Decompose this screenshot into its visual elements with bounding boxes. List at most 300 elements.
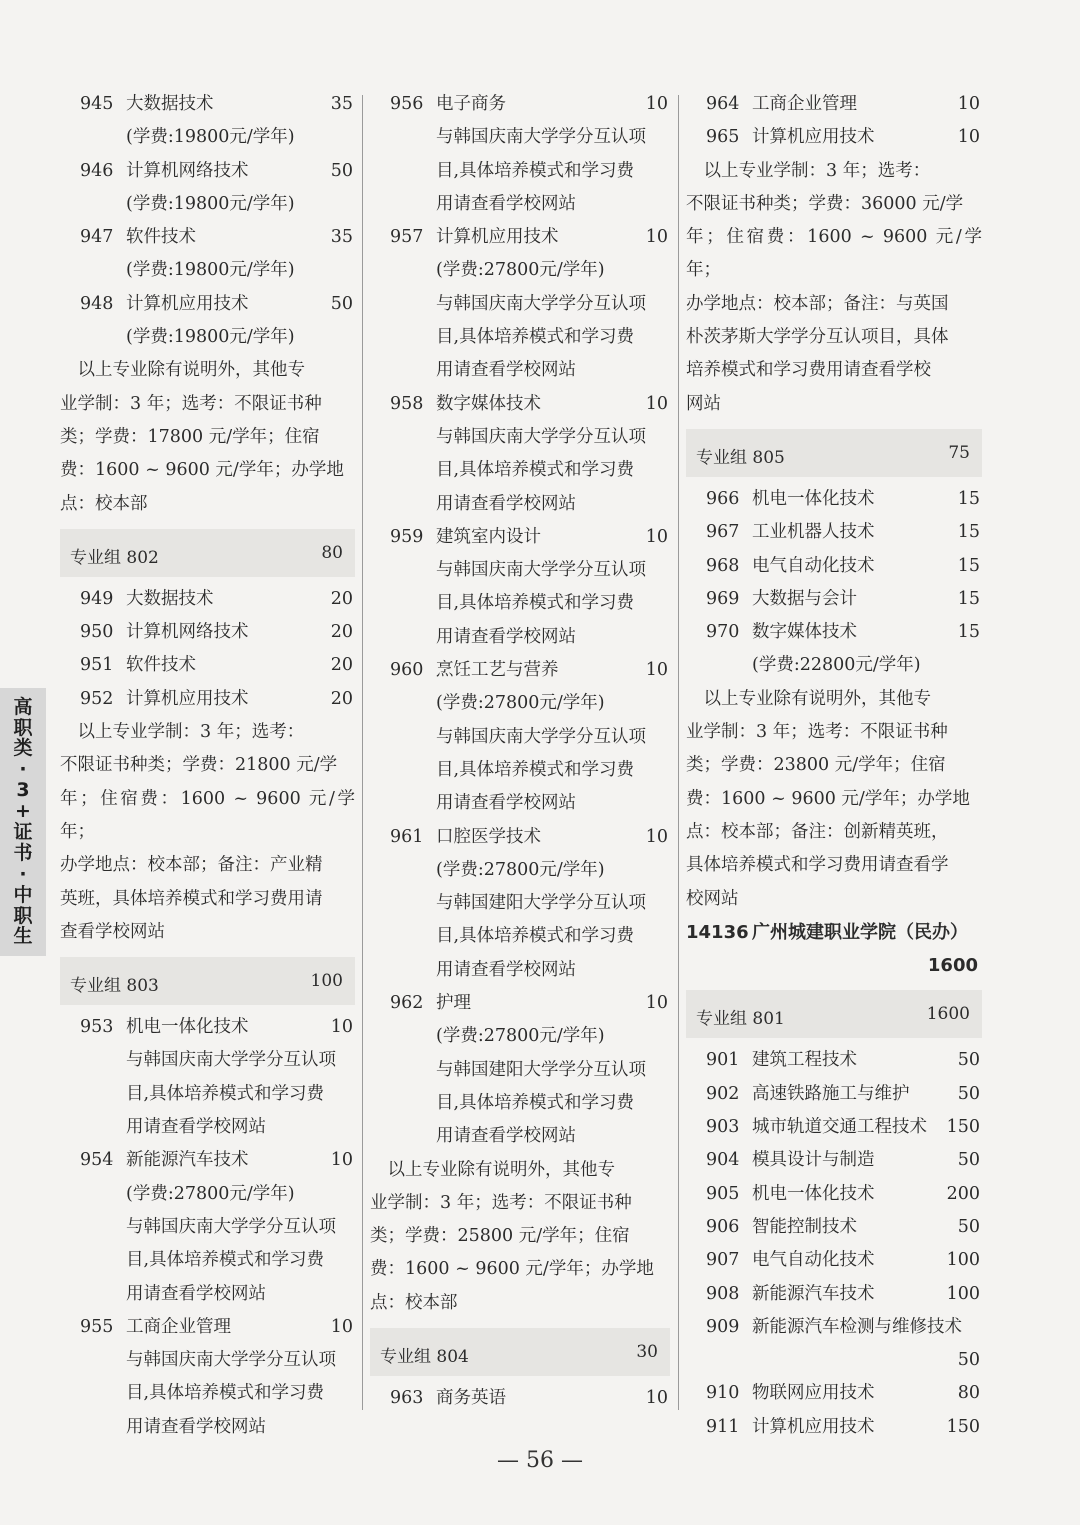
group-quota: 100 xyxy=(310,971,343,992)
major-name: 大数据与会计 xyxy=(752,588,857,609)
major-row xyxy=(370,521,670,554)
major-row xyxy=(686,1211,982,1244)
major-detail-line xyxy=(60,1078,355,1111)
major-quota: 50 xyxy=(957,1050,980,1071)
major-detail-line xyxy=(60,1244,355,1277)
major-detail-line xyxy=(60,1178,355,1211)
note-line: 点：校本部；备注：创新精英班， xyxy=(686,821,949,842)
major-detail: 目,具体培养模式和学习费 xyxy=(436,460,635,481)
major-detail-line xyxy=(370,321,670,354)
note-line: 网站 xyxy=(686,393,721,414)
major-name: 高速铁路施工与维护 xyxy=(752,1083,910,1104)
major-code: 964 xyxy=(706,94,740,114)
major-name: 电气自动化技术 xyxy=(752,555,875,576)
major-name: 城市轨道交通工程技术 xyxy=(752,1117,927,1138)
major-detail-line xyxy=(60,188,355,221)
major-row xyxy=(60,1144,355,1177)
major-quota: 50 xyxy=(957,1083,980,1104)
major-detail-line xyxy=(370,155,670,188)
major-row xyxy=(686,1278,982,1311)
note-line: 以上专业除有说明外，其他专 xyxy=(686,688,931,709)
side-tab-char: 中 xyxy=(13,883,33,906)
group-quota: 80 xyxy=(321,542,343,563)
major-detail xyxy=(686,1350,752,1370)
major-detail-line xyxy=(60,254,355,287)
major-code: 952 xyxy=(80,688,114,709)
major-group-header xyxy=(60,529,355,577)
major-row xyxy=(686,483,982,516)
major-quota: 10 xyxy=(645,826,668,847)
major-detail: 目,具体培养模式和学习费 xyxy=(436,759,635,780)
major-name: 电子商务 xyxy=(436,94,506,114)
major-name: 计算机应用技术 xyxy=(752,127,875,148)
major-code: 962 xyxy=(390,993,424,1014)
major-detail: (学费:27800元/学年) xyxy=(436,859,605,880)
major-row xyxy=(686,1111,982,1144)
major-detail-line xyxy=(370,188,670,221)
major-code: 965 xyxy=(706,127,740,148)
major-detail-line xyxy=(370,721,670,754)
page-number: — 56 — xyxy=(497,1448,583,1473)
major-detail: (学费:19800元/学年) xyxy=(126,127,295,148)
side-tab-char: 证 xyxy=(13,821,33,843)
major-code: 959 xyxy=(390,526,424,547)
major-quota: 10 xyxy=(957,94,980,114)
note-line: 费：1600 ~ 9600 元/学年；办学地 xyxy=(686,788,970,809)
school-header xyxy=(686,916,982,949)
major-name: 商务英语 xyxy=(436,1387,506,1408)
major-quota: 10 xyxy=(645,227,668,248)
major-quota: 20 xyxy=(330,655,353,676)
major-row xyxy=(686,583,982,616)
major-code: 954 xyxy=(80,1150,114,1171)
major-name: 口腔医学技术 xyxy=(436,826,541,847)
note-paragraph xyxy=(686,155,982,421)
major-group-header xyxy=(60,957,355,1005)
school-code: 14136 xyxy=(686,921,749,943)
section-side-tab xyxy=(0,688,46,956)
major-detail-line xyxy=(370,288,670,321)
major-detail: 目,具体培养模式和学习费 xyxy=(436,926,635,947)
group-quota: 75 xyxy=(948,442,970,463)
major-row xyxy=(686,550,982,583)
major-group-header xyxy=(686,990,982,1038)
major-quota: 150 xyxy=(946,1117,980,1138)
note-line: 年；住宿费：1600 ~ 9600 元/学年； xyxy=(60,788,355,842)
major-name: 计算机应用技术 xyxy=(436,227,559,248)
major-list xyxy=(370,88,670,1154)
major-detail-line xyxy=(60,1044,355,1077)
major-row xyxy=(370,388,670,421)
note-line: 业学制：3 年；选考：不限证书种 xyxy=(370,1192,632,1213)
major-detail: 目,具体培养模式和学习费 xyxy=(436,160,635,181)
major-quota: 100 xyxy=(946,1250,980,1271)
note-line: 以上专业除有说明外，其他专 xyxy=(370,1159,615,1180)
major-detail: 用请查看学校网站 xyxy=(126,1416,266,1437)
major-code: 968 xyxy=(706,555,740,576)
major-row xyxy=(60,616,355,649)
major-code: 953 xyxy=(80,1017,114,1038)
major-detail-line xyxy=(60,1344,355,1377)
major-row xyxy=(686,1178,982,1211)
major-detail-line xyxy=(60,1278,355,1311)
major-detail-line xyxy=(370,554,670,587)
major-detail-line xyxy=(370,1020,670,1053)
major-code: 903 xyxy=(706,1117,740,1138)
major-detail-line xyxy=(370,887,670,920)
note-line: 点：校本部 xyxy=(60,493,148,514)
major-row xyxy=(370,654,670,687)
column-divider-1 xyxy=(362,95,363,1410)
major-name: 物联网应用技术 xyxy=(752,1383,875,1404)
major-detail-line xyxy=(60,321,355,354)
major-quota: 35 xyxy=(330,227,353,248)
major-detail: (学费:19800元/学年) xyxy=(126,327,295,348)
column-1 xyxy=(60,88,355,1444)
major-row xyxy=(60,88,355,121)
major-quota: 10 xyxy=(645,526,668,547)
major-name: 机电一体化技术 xyxy=(126,1017,249,1038)
major-name: 计算机网络技术 xyxy=(126,622,249,643)
major-name: 计算机应用技术 xyxy=(752,1416,875,1437)
major-code: 963 xyxy=(390,1387,424,1408)
major-row xyxy=(60,1311,355,1344)
major-quota: 15 xyxy=(957,622,980,643)
school-name: 广州城建职业学院（民办） xyxy=(752,921,968,943)
major-quota: 15 xyxy=(957,488,980,509)
side-tab-char: 高 xyxy=(13,695,33,718)
side-tab-char: 类 xyxy=(13,737,33,760)
major-row xyxy=(60,1011,355,1044)
major-code: 909 xyxy=(706,1316,740,1337)
major-name: 计算机应用技术 xyxy=(126,293,249,314)
school-quota: 1600 xyxy=(927,955,978,977)
major-detail: 用请查看学校网站 xyxy=(126,1117,266,1138)
major-name: 模具设计与制造 xyxy=(752,1150,875,1171)
major-detail-line xyxy=(370,787,670,820)
major-name: 工商企业管理 xyxy=(126,1316,231,1337)
note-line: 不限证书种类；学费：36000 元/学 xyxy=(686,193,964,214)
major-detail: (学费:27800元/学年) xyxy=(436,693,605,714)
major-detail: 用请查看学校网站 xyxy=(436,360,576,381)
major-name: 工业机器人技术 xyxy=(752,522,875,543)
major-code: 949 xyxy=(80,588,114,609)
major-name: 烹饪工艺与营养 xyxy=(436,660,559,681)
major-code: 911 xyxy=(706,1416,740,1437)
side-tab-char: 生 xyxy=(13,925,33,948)
major-quota: 50 xyxy=(957,1150,980,1171)
major-detail-line xyxy=(370,1054,670,1087)
note-line: 以上专业学制：3 年；选考： xyxy=(686,160,931,181)
note-line: 年；住宿费：1600 ~ 9600 元/学年； xyxy=(686,227,982,281)
note-line: 业学制：3 年；选考：不限证书种 xyxy=(686,722,948,743)
major-quota: 10 xyxy=(957,127,980,148)
major-row xyxy=(370,821,670,854)
major-name: 新能源汽车技术 xyxy=(126,1150,249,1171)
major-list xyxy=(686,88,982,155)
major-row xyxy=(686,1144,982,1177)
major-row xyxy=(686,1044,982,1077)
major-row xyxy=(60,288,355,321)
group-name: 专业组 802 xyxy=(70,547,159,568)
side-tab-char: 职 xyxy=(13,716,33,739)
major-row xyxy=(60,583,355,616)
major-code: 970 xyxy=(706,622,740,643)
major-detail-line xyxy=(370,421,670,454)
side-tab-char: · xyxy=(19,862,27,885)
major-group-header xyxy=(686,429,982,477)
major-quota: 10 xyxy=(645,660,668,681)
major-list xyxy=(686,1044,982,1444)
major-code: 945 xyxy=(80,94,114,114)
major-code: 948 xyxy=(80,293,114,314)
major-detail-line xyxy=(370,254,670,287)
major-quota: 10 xyxy=(330,1017,353,1038)
major-quota: 15 xyxy=(957,555,980,576)
major-detail-line xyxy=(60,1411,355,1444)
major-name: 机电一体化技术 xyxy=(752,488,875,509)
major-detail: (学费:19800元/学年) xyxy=(126,260,295,281)
side-tab-char: 职 xyxy=(13,904,33,927)
major-code: 969 xyxy=(706,588,740,609)
major-code: 906 xyxy=(706,1216,740,1237)
major-row xyxy=(370,987,670,1020)
major-detail-line xyxy=(370,454,670,487)
major-code: 947 xyxy=(80,227,114,248)
major-quota: 80 xyxy=(957,1383,980,1404)
group-name: 专业组 801 xyxy=(696,1009,785,1030)
group-quota: 1600 xyxy=(926,1004,970,1025)
major-code: 905 xyxy=(706,1183,740,1204)
group-quota: 30 xyxy=(636,1341,658,1362)
major-quota: 50 xyxy=(330,160,353,181)
major-quota: 200 xyxy=(946,1183,980,1204)
major-detail: 与韩国庆南大学学分互认项 xyxy=(436,426,646,447)
major-detail-line xyxy=(370,121,670,154)
note-line: 类；学费：17800 元/学年；住宿 xyxy=(60,426,320,447)
major-detail-line xyxy=(60,1111,355,1144)
major-detail: (学费:27800元/学年) xyxy=(436,1026,605,1047)
major-detail: 目,具体培养模式和学习费 xyxy=(126,1250,325,1271)
major-code: 961 xyxy=(390,826,424,847)
major-row xyxy=(370,221,670,254)
major-detail: (学费:27800元/学年) xyxy=(126,1183,295,1204)
major-quota: 50 xyxy=(330,293,353,314)
major-row xyxy=(686,1411,982,1444)
major-detail-line xyxy=(370,687,670,720)
major-detail: (学费:22800元/学年) xyxy=(752,655,921,676)
major-detail-line xyxy=(370,954,670,987)
major-detail-line xyxy=(60,121,355,154)
major-detail: 目,具体培养模式和学习费 xyxy=(126,1383,325,1404)
major-code: 908 xyxy=(706,1283,740,1304)
major-name: 计算机应用技术 xyxy=(126,688,249,709)
note-line: 英班，具体培养模式和学习费用请 xyxy=(60,888,323,909)
major-code: 946 xyxy=(80,160,114,181)
column-2 xyxy=(370,88,670,1415)
major-detail: (学费:27800元/学年) xyxy=(436,260,605,281)
major-list xyxy=(60,583,355,716)
major-quota: 100 xyxy=(946,1283,980,1304)
major-quota: 35 xyxy=(330,94,353,114)
group-name: 专业组 805 xyxy=(696,447,785,468)
note-line: 费：1600 ~ 9600 元/学年；办学地 xyxy=(370,1259,654,1280)
major-code: 910 xyxy=(706,1383,740,1404)
major-quota: 20 xyxy=(330,588,353,609)
major-quota: 10 xyxy=(645,393,668,414)
major-name: 大数据技术 xyxy=(126,588,214,609)
side-tab-char: · xyxy=(19,758,27,781)
note-paragraph xyxy=(60,354,355,520)
major-quota: 10 xyxy=(645,94,668,114)
major-detail-line xyxy=(60,1211,355,1244)
major-row xyxy=(686,1377,982,1410)
group-name: 专业组 803 xyxy=(70,976,159,997)
note-line: 培养模式和学习费用请查看学校 xyxy=(686,360,931,381)
major-detail: (学费:19800元/学年) xyxy=(126,193,295,214)
note-line: 朴茨茅斯大学学分互认项目，具体 xyxy=(686,327,949,348)
note-line: 查看学校网站 xyxy=(60,921,165,942)
major-detail: 用请查看学校网站 xyxy=(436,493,576,514)
major-detail: 与韩国庆南大学学分互认项 xyxy=(436,127,646,148)
major-list xyxy=(686,483,982,683)
major-code: 966 xyxy=(706,488,740,509)
note-line: 办学地点：校本部；备注：产业精 xyxy=(60,855,323,876)
major-detail-line xyxy=(370,587,670,620)
major-detail-line xyxy=(370,1087,670,1120)
major-quota: 20 xyxy=(330,622,353,643)
major-detail: 用请查看学校网站 xyxy=(436,793,576,814)
major-detail: 用请查看学校网站 xyxy=(436,1126,576,1147)
major-code: 960 xyxy=(390,660,424,681)
major-name: 新能源汽车检测与维修技术 xyxy=(752,1316,962,1337)
note-line: 以上专业学制：3 年；选考： xyxy=(60,722,305,743)
side-tab-char: 书 xyxy=(13,841,33,864)
major-quota: 15 xyxy=(957,522,980,543)
major-quota: 50 xyxy=(957,1216,980,1237)
major-name: 建筑室内设计 xyxy=(436,526,541,547)
major-name: 机电一体化技术 xyxy=(752,1183,875,1204)
major-detail: 目,具体培养模式和学习费 xyxy=(126,1083,325,1104)
major-row xyxy=(686,516,982,549)
major-row xyxy=(686,88,982,121)
note-line: 类；学费：23800 元/学年；住宿 xyxy=(686,755,946,776)
major-name: 智能控制技术 xyxy=(752,1216,857,1237)
note-paragraph xyxy=(60,716,355,949)
major-list xyxy=(60,1011,355,1444)
major-quota: 10 xyxy=(330,1316,353,1337)
major-detail: 与韩国建阳大学学分互认项 xyxy=(436,893,646,914)
major-detail-line xyxy=(370,754,670,787)
major-row xyxy=(686,1078,982,1111)
major-detail: 与韩国庆南大学学分互认项 xyxy=(126,1216,336,1237)
major-row xyxy=(370,1382,670,1415)
note-line: 具体培养模式和学习费用请查看学 xyxy=(686,855,949,876)
major-row xyxy=(686,121,982,154)
note-line: 校网站 xyxy=(686,888,739,909)
major-code: 956 xyxy=(390,94,424,114)
note-paragraph xyxy=(686,683,982,916)
major-group-header xyxy=(370,1328,670,1376)
major-name: 建筑工程技术 xyxy=(752,1050,857,1071)
major-code: 902 xyxy=(706,1083,740,1104)
major-code: 958 xyxy=(390,393,424,414)
major-name: 工商企业管理 xyxy=(752,94,857,114)
major-name: 新能源汽车技术 xyxy=(752,1283,875,1304)
major-quota: 50 xyxy=(957,1350,980,1371)
column-divider-2 xyxy=(678,95,679,1410)
major-code: 904 xyxy=(706,1150,740,1171)
note-line: 类；学费：25800 元/学年；住宿 xyxy=(370,1226,630,1247)
major-detail: 目,具体培养模式和学习费 xyxy=(436,593,635,614)
note-line: 点：校本部 xyxy=(370,1292,458,1313)
major-detail: 用请查看学校网站 xyxy=(436,626,576,647)
note-line: 费：1600 ~ 9600 元/学年；办学地 xyxy=(60,460,344,481)
major-row xyxy=(60,155,355,188)
major-detail-line xyxy=(686,649,982,682)
note-line: 业学制：3 年；选考：不限证书种 xyxy=(60,393,322,414)
major-detail: 目,具体培养模式和学习费 xyxy=(436,1092,635,1113)
major-name: 数字媒体技术 xyxy=(752,622,857,643)
major-detail: 与韩国庆南大学学分互认项 xyxy=(436,293,646,314)
major-quota: 20 xyxy=(330,688,353,709)
major-detail-line xyxy=(370,854,670,887)
major-code: 955 xyxy=(80,1316,114,1337)
note-line: 办学地点：校本部；备注：与英国 xyxy=(686,293,949,314)
major-name: 大数据技术 xyxy=(126,94,214,114)
major-detail: 与韩国建阳大学学分互认项 xyxy=(436,1059,646,1080)
major-detail: 与韩国庆南大学学分互认项 xyxy=(436,560,646,581)
major-detail-line xyxy=(60,1377,355,1410)
major-row xyxy=(60,649,355,682)
major-detail: 与韩国庆南大学学分互认项 xyxy=(126,1350,336,1371)
major-code: 950 xyxy=(80,622,114,643)
major-detail: 与韩国庆南大学学分互认项 xyxy=(436,726,646,747)
major-detail-line xyxy=(370,621,670,654)
side-tab-char: 3 xyxy=(16,779,30,802)
major-detail-line xyxy=(370,1120,670,1153)
major-detail-line xyxy=(686,1344,982,1377)
major-name: 电气自动化技术 xyxy=(752,1250,875,1271)
group-name: 专业组 804 xyxy=(380,1346,469,1367)
major-detail-line xyxy=(370,920,670,953)
major-detail: 用请查看学校网站 xyxy=(126,1283,266,1304)
major-code: 901 xyxy=(706,1050,740,1071)
major-detail: 用请查看学校网站 xyxy=(436,959,576,980)
major-name: 软件技术 xyxy=(126,655,196,676)
major-quota: 10 xyxy=(330,1150,353,1171)
major-row xyxy=(370,88,670,121)
major-row xyxy=(686,1311,982,1344)
major-name: 软件技术 xyxy=(126,227,196,248)
major-name: 计算机网络技术 xyxy=(126,160,249,181)
note-line: 不限证书种类；学费：21800 元/学 xyxy=(60,755,338,776)
major-list xyxy=(60,88,355,354)
major-name: 护理 xyxy=(436,993,471,1014)
major-quota: 150 xyxy=(946,1416,980,1437)
major-quota: 10 xyxy=(645,1387,668,1408)
major-detail-line xyxy=(370,488,670,521)
major-row xyxy=(686,616,982,649)
major-code: 907 xyxy=(706,1250,740,1271)
major-detail: 用请查看学校网站 xyxy=(436,193,576,214)
major-quota: 10 xyxy=(645,993,668,1014)
note-paragraph xyxy=(370,1154,670,1320)
major-row xyxy=(60,683,355,716)
major-code: 951 xyxy=(80,655,114,676)
major-detail-line xyxy=(370,354,670,387)
major-detail: 目,具体培养模式和学习费 xyxy=(436,327,635,348)
